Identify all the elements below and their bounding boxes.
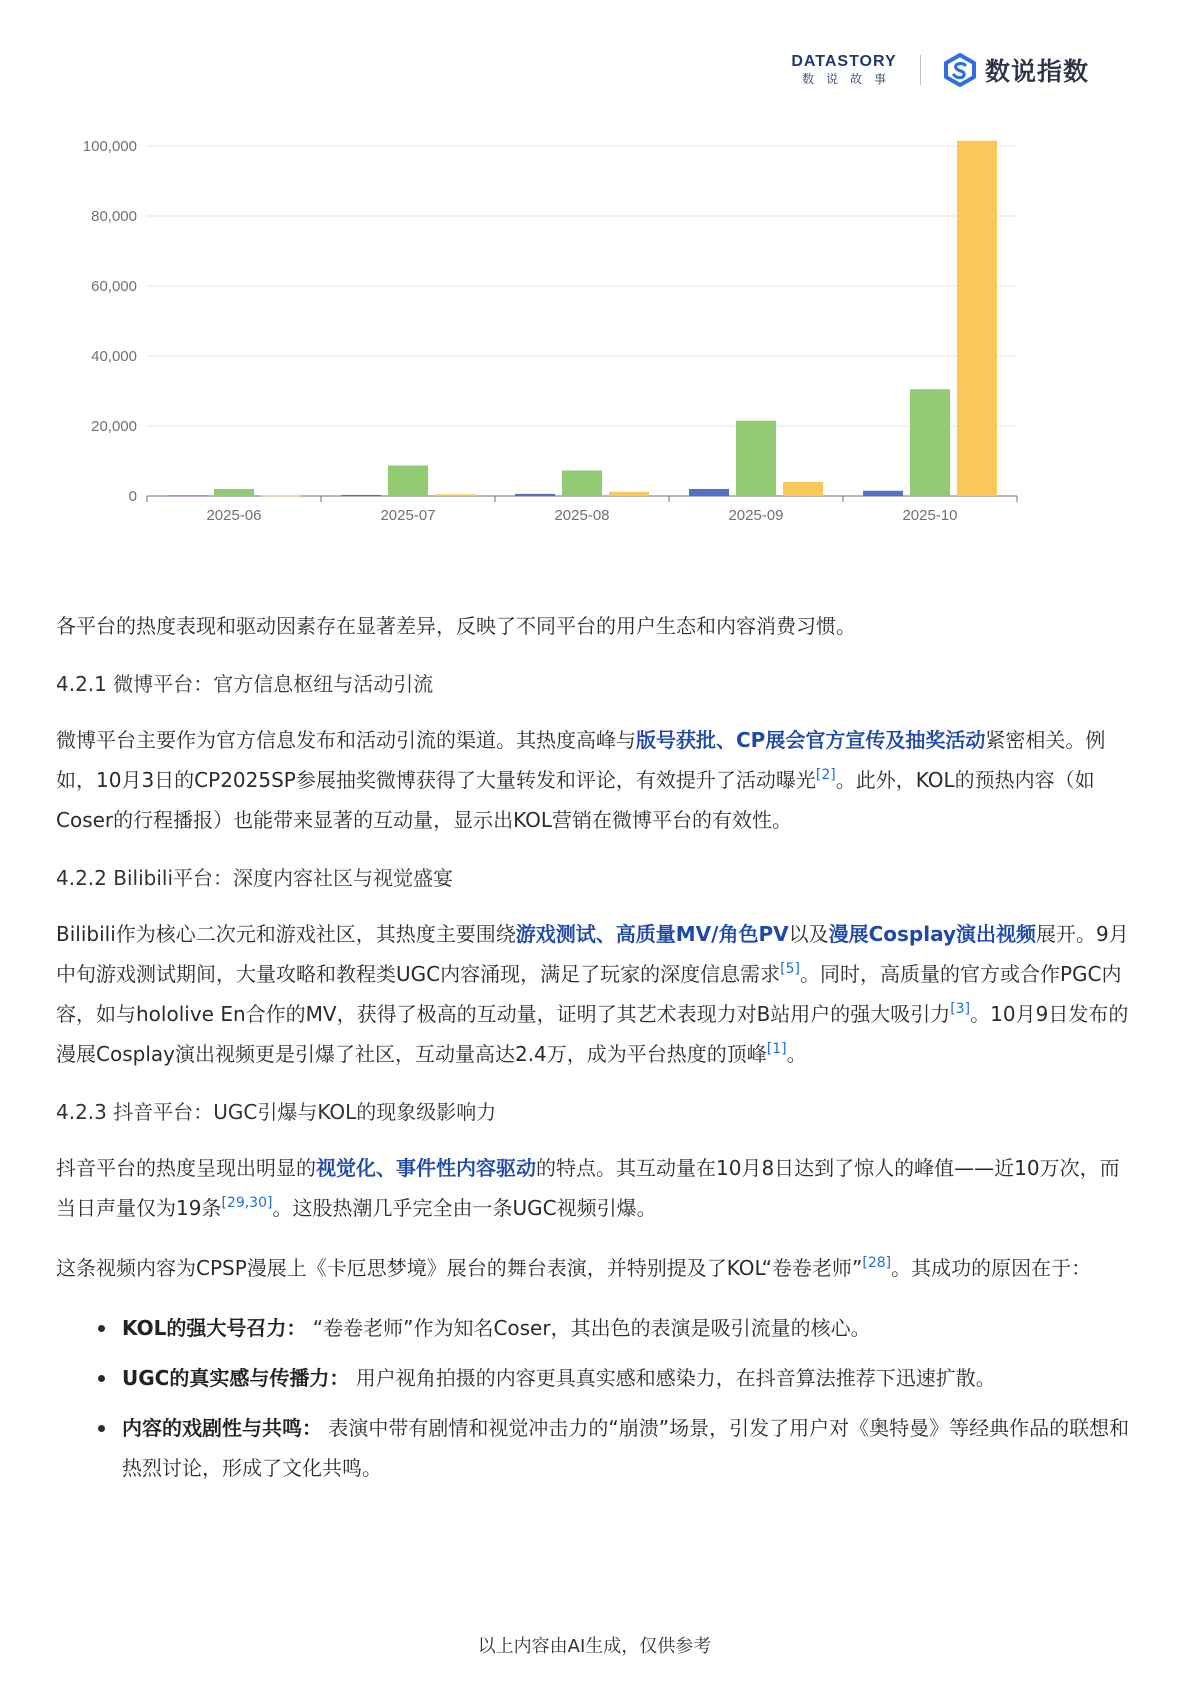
intro-paragraph: 各平台的热度表现和驱动因素存在显著差异，反映了不同平台的用户生态和内容消费习惯。 (56, 614, 856, 638)
highlight-text: 游戏测试、高质量MV/角色PV (515, 922, 789, 946)
bar-2025-10-1 (910, 389, 950, 496)
y-tick-label: 0 (128, 488, 137, 505)
y-tick-label: 40,000 (91, 348, 137, 365)
douyin-paragraph: 抖音平台的热度呈现出明显的视觉化、事件性内容驱动的特点。其互动量在10月8日达到了惊人的峰值——近10万次，而当日声量仅为19条[29,30]。这股热潮几乎完全由一条UGC视频引爆。 (56, 1156, 1120, 1220)
article-body (56, 606, 1136, 1498)
ai-disclaimer: 以上内容由AI生成，仅供参考 (477, 1636, 712, 1657)
bar-2025-07-0 (341, 495, 381, 496)
list-item (56, 1308, 1136, 1348)
x-tick-label: 2025-10 (902, 507, 958, 524)
bar-chart (60, 130, 1110, 580)
datastory-wordmark: DATASTORY (791, 53, 897, 70)
y-tick-label: 60,000 (91, 278, 137, 295)
brand-name: 数说指数 (984, 57, 1089, 86)
highlight-text: 视觉化、事件性内容驱动 (316, 1156, 536, 1180)
citation-link[interactable]: [29,30] (221, 1195, 273, 1211)
datastory-subtitle: 数说故事 (801, 72, 898, 86)
bar-2025-06-1 (214, 489, 254, 496)
datastory-logo (790, 53, 898, 87)
success-reasons-list (56, 1308, 1136, 1488)
citation-link[interactable]: [3] (950, 1001, 971, 1017)
bullet-label: 内容的戏剧性与共鸣： (122, 1416, 322, 1440)
citation-link[interactable]: [2] (815, 767, 836, 783)
bilibili-paragraph: Bilibili作为核心二次元和游戏社区，其热度主要围绕游戏测试、高质量MV/角色PV以及漫展Cosplay演出视频展开。9月中旬游戏测试期间，大量攻略和教程类UGC内容涌现，满足了玩家的深度信息需求[5]。同时，高质量的官方或合作PGC内容，如与hololive En合作的MV，获得了极高的互动量，证明了其艺术表现力对B站用户的强大吸引力[3]。10月9日发布的漫展Cosplay演出视频更是引爆了社区，互动量高达2.4万，成为平台热度的顶峰[1]。 (56, 922, 1129, 1066)
bullet-text: 用户视角拍摄的内容更具真实感和感染力，在抖音算法推荐下迅速扩散。 (349, 1366, 996, 1390)
weibo-paragraph: 微博平台主要作为官方信息发布和活动引流的渠道。其热度高峰与版号获批、CP展会官方宣传及抽奖活动紧密相关。例如，10月3日的CP2025SP参展抽奖微博获得了大量转发和评论，有效提升了活动曝光[2]。此外，KOL的预热内容（如Coser的行程播报）也能带来显著的互动量，显示出KOL营销在微博平台的有效性。 (56, 728, 1106, 832)
bar-2025-07-1 (388, 466, 428, 496)
bar-2025-06-0 (167, 495, 207, 496)
citation-link[interactable]: [28] (862, 1255, 892, 1271)
x-tick-label: 2025-08 (554, 507, 610, 524)
bullet-text: 表演中带有剧情和视觉冲击力的“崩溃”场景，引发了用户对《奥特曼》等经典作品的联想和热烈讨论，形成了文化共鸣。 (122, 1416, 1130, 1480)
highlight-text: 版号获批、CP展会官方宣传及抽奖活动 (636, 728, 986, 752)
bullet-label: KOL的强大号召力： (122, 1316, 307, 1340)
header-logos (790, 50, 1089, 90)
bar-2025-10-0 (863, 491, 903, 496)
brand-logo (943, 52, 1089, 88)
bullet-text: “卷卷老师”作为知名Coser，其出色的表演是吸引流量的核心。 (306, 1316, 871, 1340)
x-tick-label: 2025-06 (206, 507, 262, 524)
citation-link[interactable]: [5] (780, 961, 800, 977)
bullet-label: UGC的真实感与传播力： (122, 1366, 350, 1390)
bar-2025-09-1 (736, 421, 776, 496)
bar-2025-08-0 (515, 494, 555, 496)
bar-2025-08-2 (609, 492, 649, 496)
list-item (56, 1408, 1136, 1488)
brand-mark-icon (943, 53, 977, 87)
bar-2025-06-2 (261, 495, 301, 496)
section-heading-douyin: 4.2.3 抖音平台：UGC引爆与KOL的现象级影响力 (56, 1100, 497, 1124)
video-paragraph: 这条视频内容为CPSP漫展上《卡厄思梦境》展台的舞台表演，并特别提及了KOL“卷卷老师”[28]。其成功的原因在于： (56, 1255, 1092, 1280)
y-tick-label: 80,000 (91, 208, 137, 225)
y-tick-label: 20,000 (91, 418, 137, 435)
platform-interaction-chart (60, 130, 1110, 580)
logo-divider (920, 55, 921, 85)
bar-2025-09-2 (783, 482, 823, 496)
bar-2025-08-1 (562, 470, 602, 496)
x-tick-label: 2025-07 (380, 507, 436, 524)
x-tick-label: 2025-09 (728, 507, 784, 524)
bar-2025-09-0 (689, 489, 729, 496)
y-tick-label: 100,000 (82, 138, 137, 155)
highlight-text: 漫展Cosplay演出视频 (828, 922, 1037, 946)
citation-link[interactable]: [1] (766, 1041, 787, 1057)
list-item (56, 1358, 1136, 1398)
section-heading-weibo: 4.2.1 微博平台：官方信息枢纽与活动引流 (56, 672, 434, 696)
bar-2025-10-2 (957, 141, 997, 496)
section-heading-bilibili: 4.2.2 Bilibili平台：深度内容社区与视觉盛宴 (56, 866, 454, 890)
bar-2025-07-2 (435, 494, 475, 496)
